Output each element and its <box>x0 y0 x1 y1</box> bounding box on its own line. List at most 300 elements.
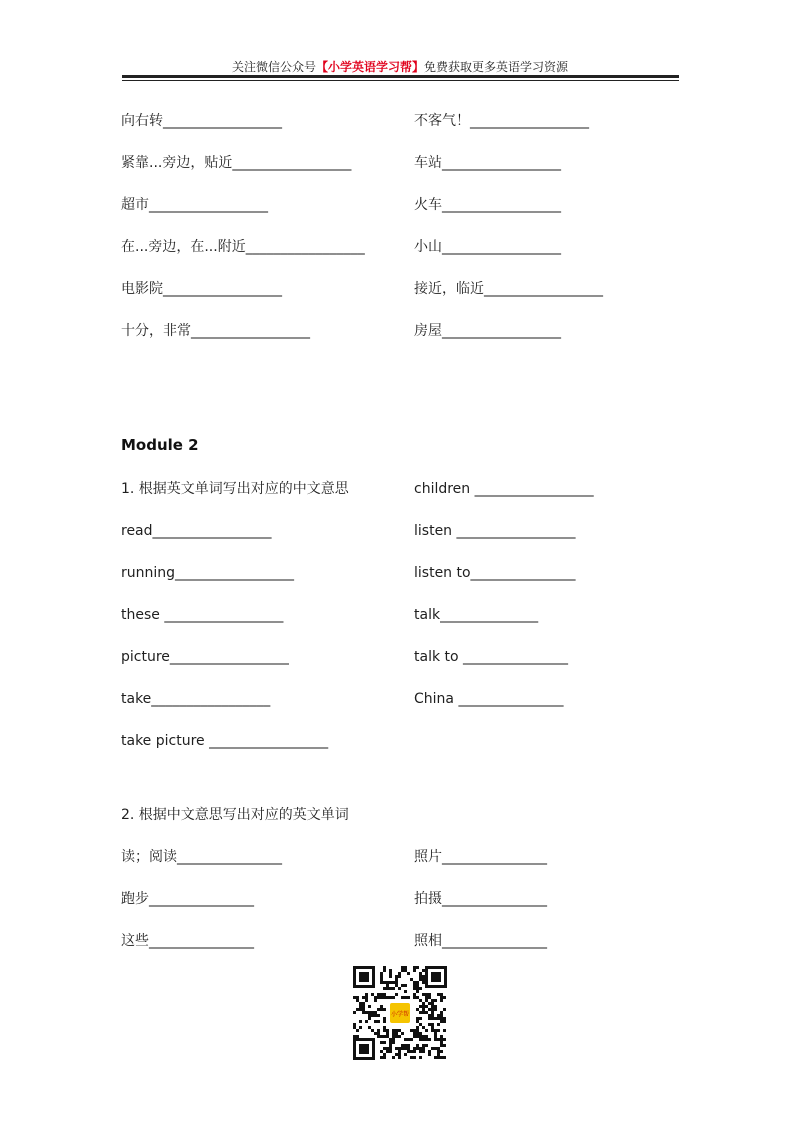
section1-instruction: 1. 根据英文单词写出对应的中文意思 <box>121 481 349 497</box>
qr-module <box>437 1038 440 1041</box>
qr-module <box>410 1029 413 1032</box>
qr-module <box>425 1035 428 1038</box>
qr-module <box>419 978 422 981</box>
qr-module <box>365 996 368 999</box>
qr-module <box>440 1044 443 1047</box>
section2-right-item: 照相_______________ <box>414 933 547 949</box>
section1-left-item: picture_________________ <box>121 649 289 665</box>
qr-module <box>353 1026 356 1029</box>
qr-module <box>419 1011 422 1014</box>
qr-module <box>413 1029 416 1032</box>
qr-module <box>389 1038 392 1041</box>
qr-module <box>416 1035 419 1038</box>
qr-module <box>407 1038 410 1041</box>
section1-left-item: running_________________ <box>121 565 295 581</box>
qr-module <box>383 1029 386 1032</box>
qr-module <box>422 1008 425 1011</box>
qr-module <box>389 975 392 978</box>
qr-module <box>413 1056 416 1059</box>
header-rule-thin <box>122 80 679 81</box>
qr-module <box>404 966 407 969</box>
qr-module <box>359 1026 362 1029</box>
qr-module <box>398 1047 401 1050</box>
vocab-right-item: 不客气！_________________ <box>414 113 589 129</box>
qr-module <box>392 1029 395 1032</box>
module-title: Module 2 <box>121 436 199 454</box>
qr-module <box>416 987 419 990</box>
section2-instruction: 2. 根据中文意思写出对应的英文单词 <box>121 807 349 823</box>
qr-module <box>353 996 356 999</box>
section1-right-item: China _______________ <box>414 691 564 707</box>
qr-module <box>353 1011 356 1014</box>
qr-module <box>413 996 416 999</box>
qr-module <box>422 1035 425 1038</box>
qr-module <box>443 1029 446 1032</box>
qr-module <box>413 1032 416 1035</box>
header-brand: 【小学英语学习帮】 <box>315 60 424 74</box>
qr-module <box>389 972 392 975</box>
vocab-right-item: 火车_________________ <box>414 197 561 213</box>
qr-module <box>437 1023 440 1026</box>
qr-module <box>365 999 368 1002</box>
qr-module <box>392 1032 395 1035</box>
qr-module <box>404 969 407 972</box>
qr-module <box>422 978 425 981</box>
qr-module <box>374 1011 377 1014</box>
qr-module <box>401 1047 404 1050</box>
qr-module <box>407 1047 410 1050</box>
qr-module <box>416 1026 419 1029</box>
qr-module <box>425 993 428 996</box>
qr-module <box>419 1017 422 1020</box>
qr-module <box>380 1056 383 1059</box>
qr-module <box>416 1044 419 1047</box>
qr-module <box>392 981 395 984</box>
qr-module <box>425 999 428 1002</box>
qr-module <box>419 1047 422 1050</box>
qr-module <box>383 969 386 972</box>
qr-module <box>428 1002 431 1005</box>
qr-module <box>371 993 374 996</box>
qr-module <box>386 984 389 987</box>
qr-module <box>365 1011 368 1014</box>
qr-module <box>440 1038 443 1041</box>
qr-module <box>413 966 416 969</box>
qr-module <box>413 993 416 996</box>
section2-right-item: 照片_______________ <box>414 849 547 865</box>
qr-module <box>407 1044 410 1047</box>
qr-module <box>422 975 425 978</box>
section2-left-item: 读；阅读_______________ <box>121 849 282 865</box>
qr-module <box>437 1047 440 1050</box>
qr-module <box>434 1038 437 1041</box>
qr-module <box>416 996 419 999</box>
qr-module <box>383 993 386 996</box>
section1-right-item: children _________________ <box>414 481 594 497</box>
qr-module <box>443 1020 446 1023</box>
qr-module <box>383 981 386 984</box>
qr-module <box>362 1002 365 1005</box>
qr-module <box>422 1005 425 1008</box>
qr-module <box>422 1002 425 1005</box>
qr-module <box>371 1014 374 1017</box>
qr-module <box>377 996 380 999</box>
qr-module <box>401 984 404 987</box>
qr-module <box>377 1020 380 1023</box>
qr-module <box>398 1035 401 1038</box>
qr-module <box>356 1008 359 1011</box>
qr-module <box>443 996 446 999</box>
qr-module <box>401 1044 404 1047</box>
qr-module <box>425 1011 428 1014</box>
qr-module <box>428 996 431 999</box>
qr-module <box>404 1038 407 1041</box>
qr-module <box>395 1029 398 1032</box>
qr-module <box>386 1029 389 1032</box>
qr-module <box>404 990 407 993</box>
qr-module <box>380 972 383 975</box>
qr-module <box>392 1041 395 1044</box>
qr-module <box>437 1056 440 1059</box>
qr-module <box>410 978 413 981</box>
qr-module <box>383 1008 386 1011</box>
qr-module <box>428 1008 431 1011</box>
qr-module <box>362 1005 365 1008</box>
qr-module <box>440 1056 443 1059</box>
qr-module <box>428 993 431 996</box>
vocab-right-item: 房屋_________________ <box>414 323 561 339</box>
qr-module <box>395 1032 398 1035</box>
qr-module <box>440 1014 443 1017</box>
qr-module <box>419 1023 422 1026</box>
qr-module <box>386 987 389 990</box>
qr-module <box>413 969 416 972</box>
qr-module <box>368 1005 371 1008</box>
qr-module <box>398 975 401 978</box>
vocab-left-item: 在...旁边，在...附近_________________ <box>121 239 365 255</box>
qr-module <box>419 972 422 975</box>
qr-module <box>404 996 407 999</box>
qr-module <box>380 1005 383 1008</box>
qr-module <box>419 1005 422 1008</box>
qr-module <box>398 1029 401 1032</box>
qr-module <box>404 984 407 987</box>
qr-module <box>404 1044 407 1047</box>
qr-module <box>434 1008 437 1011</box>
qr-module <box>377 1035 380 1038</box>
qr-module <box>374 996 377 999</box>
qr-module <box>359 1005 362 1008</box>
qr-module <box>434 999 437 1002</box>
qr-module <box>419 999 422 1002</box>
qr-module <box>437 1014 440 1017</box>
qr-module <box>443 1008 446 1011</box>
qr-module <box>392 1035 395 1038</box>
qr-logo-text: 小学帮 <box>390 1011 410 1018</box>
qr-module <box>365 993 368 996</box>
qr-module <box>425 1005 428 1008</box>
qr-code <box>353 966 447 1060</box>
qr-module <box>377 1032 380 1035</box>
qr-module <box>440 1050 443 1053</box>
qr-module <box>440 993 443 996</box>
qr-module <box>413 987 416 990</box>
qr-module <box>416 1032 419 1035</box>
qr-module <box>434 1047 437 1050</box>
qr-module <box>443 1038 446 1041</box>
qr-module <box>368 1011 371 1014</box>
qr-module <box>398 1056 401 1059</box>
qr-module <box>431 1026 434 1029</box>
qr-module <box>416 1029 419 1032</box>
qr-module <box>356 1029 359 1032</box>
qr-module <box>383 1020 386 1023</box>
qr-module <box>383 987 386 990</box>
qr-module <box>434 1017 437 1020</box>
qr-module <box>374 1014 377 1017</box>
qr-module <box>383 1026 386 1029</box>
qr-module <box>404 1047 407 1050</box>
qr-module <box>401 1032 404 1035</box>
qr-module <box>434 1032 437 1035</box>
qr-module <box>359 1020 362 1023</box>
qr-module <box>437 993 440 996</box>
qr-module <box>386 1035 389 1038</box>
qr-module <box>431 1008 434 1011</box>
qr-module <box>413 1047 416 1050</box>
qr-module <box>425 996 428 999</box>
qr-module <box>419 1038 422 1041</box>
qr-module <box>440 996 443 999</box>
qr-module <box>440 1020 443 1023</box>
qr-module <box>419 975 422 978</box>
qr-module <box>434 1056 437 1059</box>
qr-module <box>380 1008 383 1011</box>
qr-module <box>383 1053 386 1056</box>
qr-module <box>383 1035 386 1038</box>
section2-left-item: 跑步_______________ <box>121 891 254 907</box>
qr-module <box>431 1011 434 1014</box>
qr-module <box>416 1047 419 1050</box>
qr-module <box>380 996 383 999</box>
qr-module <box>383 1056 386 1059</box>
qr-module <box>371 1029 374 1032</box>
qr-module <box>371 1011 374 1014</box>
qr-module <box>380 981 383 984</box>
qr-module <box>422 1047 425 1050</box>
section1-left-item: read_________________ <box>121 523 272 539</box>
qr-module <box>416 981 419 984</box>
qr-module <box>440 999 443 1002</box>
qr-module <box>362 1008 365 1011</box>
qr-module <box>374 999 377 1002</box>
qr-module <box>404 1053 407 1056</box>
qr-module <box>359 1008 362 1011</box>
qr-module <box>353 1035 356 1038</box>
qr-module <box>428 1023 431 1026</box>
qr-module <box>440 1041 443 1044</box>
qr-module <box>377 1014 380 1017</box>
qr-module <box>392 996 395 999</box>
qr-module <box>413 1035 416 1038</box>
qr-module <box>431 1002 434 1005</box>
qr-module <box>401 969 404 972</box>
qr-module <box>410 1056 413 1059</box>
qr-module <box>413 984 416 987</box>
section1-left-item: take_________________ <box>121 691 271 707</box>
qr-module <box>419 1056 422 1059</box>
qr-module <box>374 1020 377 1023</box>
qr-module <box>443 1056 446 1059</box>
qr-module <box>416 966 419 969</box>
qr-module <box>425 1044 428 1047</box>
qr-module <box>389 996 392 999</box>
qr-module <box>383 966 386 969</box>
qr-module <box>398 987 401 990</box>
qr-module <box>437 1050 440 1053</box>
qr-module <box>428 1017 431 1020</box>
qr-module <box>368 1017 371 1020</box>
qr-module <box>413 1050 416 1053</box>
qr-module <box>356 1035 359 1038</box>
qr-module <box>389 1047 392 1050</box>
qr-module <box>389 969 392 972</box>
qr-module <box>359 1002 362 1005</box>
header-suffix: 免费获取更多英语学习资源 <box>424 60 569 74</box>
qr-module <box>422 1011 425 1014</box>
qr-module <box>395 1035 398 1038</box>
qr-module <box>380 975 383 978</box>
qr-module <box>419 1050 422 1053</box>
qr-module <box>422 1026 425 1029</box>
qr-module <box>389 1041 392 1044</box>
qr-module <box>416 1020 419 1023</box>
qr-module <box>395 984 398 987</box>
qr-module <box>431 1023 434 1026</box>
qr-module <box>395 981 398 984</box>
qr-module <box>386 981 389 984</box>
vocab-right-item: 接近，临近_________________ <box>414 281 603 297</box>
page-header <box>0 58 800 75</box>
qr-module <box>416 984 419 987</box>
qr-module <box>422 1038 425 1041</box>
qr-module <box>386 1032 389 1035</box>
qr-module <box>401 966 404 969</box>
qr-module <box>395 1053 398 1056</box>
qr-module <box>386 996 389 999</box>
qr-module <box>437 1017 440 1020</box>
section1-left-item: these _________________ <box>121 607 284 623</box>
vocab-left-item: 紧靠...旁边，贴近_________________ <box>121 155 352 171</box>
qr-module <box>389 987 392 990</box>
qr-module <box>440 1035 443 1038</box>
qr-module <box>398 972 401 975</box>
qr-module <box>407 972 410 975</box>
qr-module <box>425 1038 428 1041</box>
qr-module <box>431 1014 434 1017</box>
qr-module <box>437 1053 440 1056</box>
qr-module <box>434 1035 437 1038</box>
qr-module <box>362 1011 365 1014</box>
qr-module <box>431 1005 434 1008</box>
qr-module <box>410 1038 413 1041</box>
qr-module <box>383 1041 386 1044</box>
qr-module <box>422 1044 425 1047</box>
section1-right-item: talk to _______________ <box>414 649 569 665</box>
qr-module <box>395 993 398 996</box>
qr-module <box>422 981 425 984</box>
qr-module <box>380 993 383 996</box>
qr-module <box>380 978 383 981</box>
qr-module <box>422 969 425 972</box>
qr-module <box>440 1017 443 1020</box>
qr-module <box>392 1038 395 1041</box>
qr-module <box>416 1017 419 1020</box>
qr-module <box>395 978 398 981</box>
qr-module <box>434 1029 437 1032</box>
qr-module <box>377 1029 380 1032</box>
qr-module <box>392 1056 395 1059</box>
qr-module <box>353 1023 356 1026</box>
qr-module <box>428 1050 431 1053</box>
qr-module <box>368 1014 371 1017</box>
vocab-left-item: 超市_________________ <box>121 197 268 213</box>
qr-module <box>401 996 404 999</box>
qr-module <box>407 996 410 999</box>
qr-module <box>386 1050 389 1053</box>
section1-right-item: listen to_______________ <box>414 565 576 581</box>
qr-code-image <box>353 966 447 1060</box>
qr-module <box>356 999 359 1002</box>
qr-module <box>398 1053 401 1056</box>
vocab-left-item: 电影院_________________ <box>121 281 282 297</box>
qr-module <box>365 1020 368 1023</box>
qr-module <box>380 1035 383 1038</box>
qr-module <box>419 1032 422 1035</box>
section2-right-item: 拍摄_______________ <box>414 891 547 907</box>
qr-module <box>416 1008 419 1011</box>
qr-module <box>356 996 359 999</box>
qr-module <box>398 1050 401 1053</box>
qr-module <box>392 987 395 990</box>
qr-module <box>440 1011 443 1014</box>
qr-module <box>419 1035 422 1038</box>
qr-module <box>428 1038 431 1041</box>
qr-module <box>362 996 365 999</box>
qr-module <box>383 1017 386 1020</box>
section1-right-item: listen _________________ <box>414 523 576 539</box>
qr-module <box>422 1050 425 1053</box>
section1-left-item: take picture _________________ <box>121 733 329 749</box>
qr-module <box>380 1050 383 1053</box>
qr-module <box>389 1044 392 1047</box>
qr-module <box>437 1029 440 1032</box>
qr-module <box>368 1026 371 1029</box>
header-rule-thick <box>122 75 679 78</box>
qr-module <box>374 1032 377 1035</box>
qr-module <box>443 1017 446 1020</box>
qr-module <box>431 1029 434 1032</box>
qr-module <box>431 1047 434 1050</box>
qr-module <box>425 1029 428 1032</box>
qr-module <box>428 1014 431 1017</box>
vocab-right-item: 小山_________________ <box>414 239 561 255</box>
qr-module <box>419 987 422 990</box>
qr-module <box>389 981 392 984</box>
vocab-right-item: 车站_________________ <box>414 155 561 171</box>
qr-module <box>431 999 434 1002</box>
qr-module <box>395 975 398 978</box>
